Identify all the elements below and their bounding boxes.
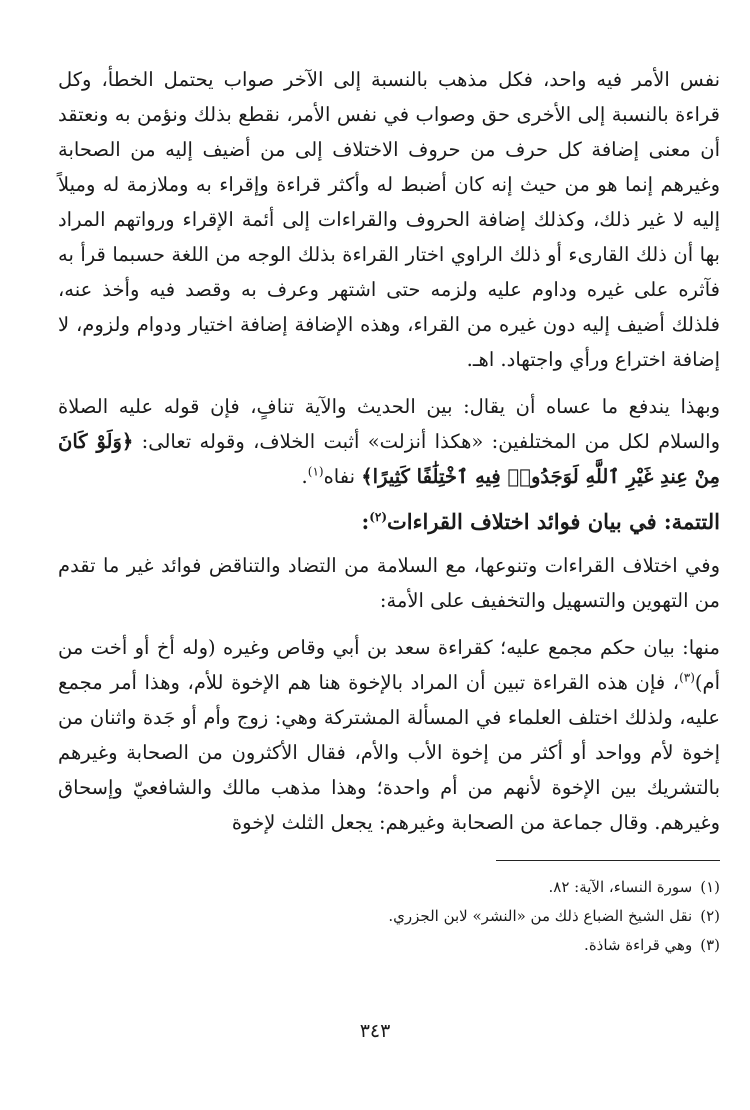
- footnote-2: [58, 902, 720, 931]
- paragraph-first-benefit: [58, 630, 720, 840]
- paragraph-part-a: منها: بيان حكم مجمع عليه؛ كقراءة سعد بن أبي وقاص وغيره (وله أخ أو أخت من أم): [58, 636, 720, 694]
- footnote-number: (٢): [700, 907, 720, 925]
- quran-verse: ﴿وَلَوْ كَانَ مِنْ عِندِ غَيْرِ ٱللَّهِ لَوَجَدُوا۟ فِيهِ ٱخْتِلَٰفًا كَثِيرًا﴾: [58, 430, 720, 488]
- footnote-text: نقل الشيخ الضباع ذلك من «النشر» لابن الجزري.: [388, 907, 693, 925]
- section-heading: [58, 504, 720, 540]
- book-page: [58, 62, 720, 1110]
- paragraph-continuation: نفس الأمر فيه واحد، فكل مذهب بالنسبة إلى الآخر صواب يحتمل الخطأ، وكل قراءة بالنسبة إلى الأخرى حق وصواب في نفس الأمر، نقطع بذلك ونؤمن به ونعتقد أن معنى إضافة كل حرف من حروف الاختلاف إلى من أضيف إليه من الصحابة وغيرهم إنما هو من حيث إنه كان أضبط له وأكثر قراءة وإقراء به وملازمة له وميلاً إليه لا غير ذلك، وكذلك إضافة الحروف والقراءات إلى أئمة الإقراء ورواتهم المراد بها أن ذلك القارىء أو ذلك الراوي اختار القراءة بذلك الوجه من اللغة حسبما قرأ به فآثره على غيره وداوم عليه ولزمه حتى اشتهر وعرف به وقصد فيه وأخذ عنه، فلذلك أضيف إليه دون غيره من القراء، وهذه الإضافة إضافة اختيار ودوام ولزوم، لا إضافة اختراع ورأي واجتهاد. اهـ.: [58, 68, 720, 371]
- heading-colon: :: [361, 509, 370, 534]
- paragraph-text: وبهذا يندفع ما عساه أن يقال: بين الحديث والآية تنافٍ، فإن قوله عليه الصلاة والسلام لكل من المختلفين: «هكذا أنزلت» أثبت الخلاف، وقوله تعالى:: [58, 395, 720, 453]
- paragraph-hadith-verse: وبهذا يندفع ما عساه أن يقال: بين الحديث والآية تنافٍ، فإن قوله عليه الصلاة والسلام لكل من المختلفين: «هكذا أنزلت» أثبت الخلاف، وقوله تعالى: ﴿وَلَوْ كَانَ مِنْ عِندِ غَيْرِ ٱللَّهِ لَوَجَدُوا۟ فِيهِ ٱخْتِلَٰفًا كَثِيرًا﴾ نفاه$^{(١)}$.: [58, 395, 720, 488]
- paragraph-part-b: ، فإن هذه القراءة تبين أن المراد بالإخوة هنا هم الإخوة للأم، وهذا أمر مجمع عليه، ولذلك اختلف العلماء في المسألة المشتركة وهي: زوج وأم أو جَدة واثنان من إخوة لأم وواحد أو أكثر من إخوة الأب والأم، فقال الأكثرون من الصحابة وغيرهم بالتشريك بين الإخوة لأنهم من أم واحدة؛ وهذا مذهب مالك والشافعيّ وإسحاق وغيرهم. وقال جماعة من الصحابة وغيرهم: يجعل الثلث لإخوة: [58, 671, 720, 834]
- paragraph-benefits-intro: وفي اختلاف القراءات وتنوعها، مع السلامة من التضاد والتناقض فوائد غير ما تقدم من التهوين والتسهيل والتخفيف على الأمة:: [58, 554, 720, 612]
- section-heading-text: التتمة: في بيان فوائد اختلاف القراءات: [387, 509, 720, 534]
- footnote-ref-1: (١): [307, 464, 324, 479]
- paragraph-tail: نفاه: [323, 465, 356, 488]
- footnote-3: [58, 931, 720, 960]
- page-number: ٣٤٣: [359, 1020, 391, 1042]
- footnote-ref-3: (٣): [679, 670, 695, 685]
- footnote-text: سورة النساء، الآية: ٨٢.: [548, 878, 693, 896]
- footnotes-list: [58, 873, 720, 960]
- footnote-1: [58, 873, 720, 902]
- footnote-number: (٣): [700, 936, 720, 954]
- footnote-number: (١): [700, 878, 720, 896]
- footnote-ref-2: (٢): [369, 510, 388, 524]
- footnote-text: وهي قراءة شاذة.: [584, 936, 693, 954]
- footnote-divider: [496, 860, 720, 861]
